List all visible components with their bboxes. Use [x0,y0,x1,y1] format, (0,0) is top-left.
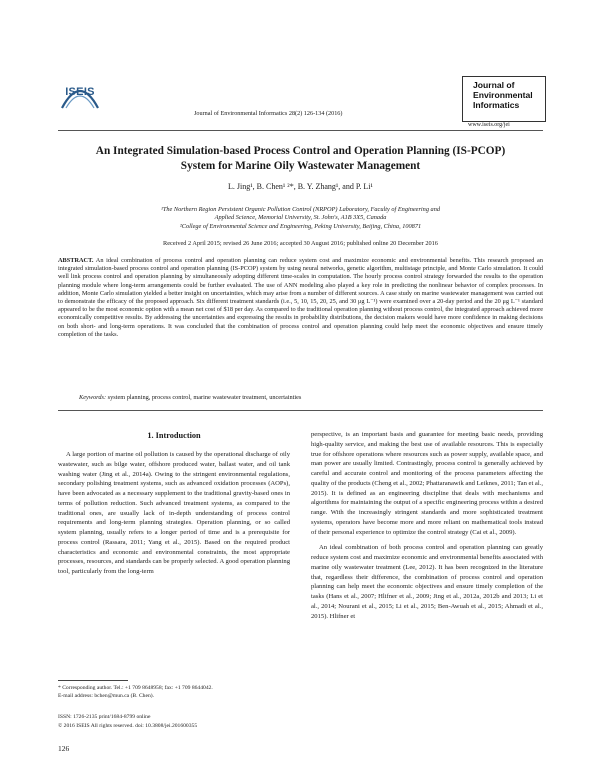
affiliations [58,206,543,231]
section-heading: 1. Introduction [147,431,201,440]
journal-name-line: Informatics [473,100,520,111]
body-column-left [58,450,290,577]
paper-title [58,144,543,174]
journal-name-line: Journal of [473,80,515,90]
paragraph: A large portion of marine oil pollution is caused by the operational discharge of oily wastewater, such as bilge water, offshore produced water, ballast water, and oil tank washing water (Jing et al., 2014a). Owing to the stringent environmental regulations, secondary polishing treatment systems, such as advanced oxidation processes (AOPs), have been advocated as a necessary supplement to the traditional gravity-based ones in terms of pollution reduction. Such advanced treatment systems, as compared to the traditional ones, are usually lack of in-depth understanding of process control requirements and long-term planning strategies. Operation planning, or so called system planning, usually refers to a longer period of time and is a prerequisite for process control (Rassara, 2011; Yang et al., 2015). Based on the required product characteristics and economic and environmental constraints, the most appropriate processes, resources, and standards can be properly selected. A good operation planning tool, particularly from the long-term [58,451,290,575]
keywords [79,394,539,401]
paragraph: An ideal combination of both process control and operation planning can greatly reduce system cost and maximize economic and environmental benefits associated with marine oily wastewater treatment (Lee, 2012). It has been recognized in the literature that, regardless their difference, the combination of process control and operation planning can help meet the economic objectives and ensure timely completion of the tasks (Hans et al., 2007; Hlifner et al., 2009; Jing et al., 2012a, 2012b and 2013; Li et al., 2014; Nourani et al., 2015; Li et al., 2015; Ben-Awuah et al., 2015; Ahmadi et al., 2015). Hlifner et [311,544,543,620]
journal-reference: Journal of Environmental Informatics 28(2) 126-134 (2016) [194,110,343,117]
abstract [58,257,543,339]
abstract-label: ABSTRACT. [58,257,94,264]
affiliation-line: ²College of Environmental Science and Engineering, Peking University, Beijing, China, 100871 [179,222,422,230]
header-divider [58,130,543,131]
body-column-right [311,430,543,621]
title-line: An Integrated Simulation-based Process Control and Operation Planning (IS-PCOP) [95,145,506,157]
abstract-text: An ideal combination of process control and operation planning can reduce system cost and maximize economic and environmental benefits. This research proposed an integrated simulation-based process control and operation planning (IS-PCOP) system by using neural networks, genetic algorithm, multistage principle, and Monte Carlo simulation. It could well link process control and operation planning by simultaneously adopting different time-scales in computation. The hourly process control strategy forwarded the results to the operation planning module where long-term arrangements could be further evaluated. The use of ANN modeling also played a key role in predicting the nonlinear behavior of complex processes. In addition, Monte Carlo simulation yielded a better insight on uncertainties, which may arise from a number of different sources. A case study on marine wastewater management was carried out to demonstrate the efficacy of the proposed approach. Six different treatment standards (i.e., 5, 10, 15, 20, 25, and 30 μg L⁻¹) were examined over a 20-day period and the 20 μg L⁻¹ standard appeared to be the most economic option with a mean net cost of $18 per day. As compared to the traditional operation planning without process control, the integrated approach achieved more economically competitive results. By addressing the uncertainties and expressing the results in probability distributions, the decision makers would have more confidence in making decisions on both short- and long-term operations. It was concluded that the combination of process control and operation planning could help meet the economic objectives and ensure timely completion of the tasks. [58,257,544,338]
logo-text: ISEIS [65,86,95,98]
paragraph: perspective, is an important basis and guarantee for meeting basic needs, providing high-quality service, and making the best use of available resources. This is especially true for offshore operations where resources such as power supply, available space, and man power are usually limited. Contrastingly, process control is generally achieved by careful and accurate control and monitoring of the process parameters affecting the quality of the products (Cheng et al., 2002; Phattaranawik and Leiknes, 2011; Tan et al., 2015). It is defined as an engineering discipline that deals with mechanisms and algorithms for maintaining the output of a specific engineering process within a desired range. With the increasingly stringent standards and more sophisticated treatment systems, operators have become more and more reliant on mathematical tools instead of their personal experience to optimize the control strategy (Cai et al., 2009). [311,431,543,536]
copyright-line: © 2016 ISEIS All rights reserved. doi: 10.3808/jei.201600355 [58,722,198,729]
footnote-line: * Corresponding author. Tel.: +1 709 8648958; fax: +1 709 8644042. [58,685,213,691]
footnote-line: E-mail address: bchen@mun.ca (B. Chen). [58,693,155,699]
footnote-divider [58,680,128,681]
affiliation-line: Applied Science, Memorial University, St. John's, A1B 3X5, Canada [214,214,387,222]
abstract-divider [58,410,543,411]
journal-url[interactable]: www.iseis.org/jei [468,122,510,128]
author-list: L. Jing¹, B. Chen¹ ²*, B. Y. Zhang¹, and P. Li¹ [228,182,373,191]
journal-name-line: Environmental [473,90,533,101]
issn-line: ISSN: 1726-2135 print/1684-8799 online [58,714,151,720]
received-dates: Received 2 April 2015; revised 26 June 2016; accepted 30 August 2016; published online 20 December 2016 [163,240,438,247]
keywords-label: Keywords: [79,394,107,401]
corresponding-author-footnote [58,684,298,700]
affiliation-line: ¹The Northern Region Persistent Organic Pollution Control (NRPOP) Laboratory, Faculty of Engineering and [161,206,440,213]
journal-name-box [462,76,546,122]
iseis-logo [58,80,102,116]
page-number: 126 [58,744,70,753]
keywords-text: system planning, process control, marine wastewater treatment, uncertainties [107,394,302,401]
title-line: System for Marine Oily Wastewater Management [180,160,421,172]
issn-copyright [58,713,298,730]
